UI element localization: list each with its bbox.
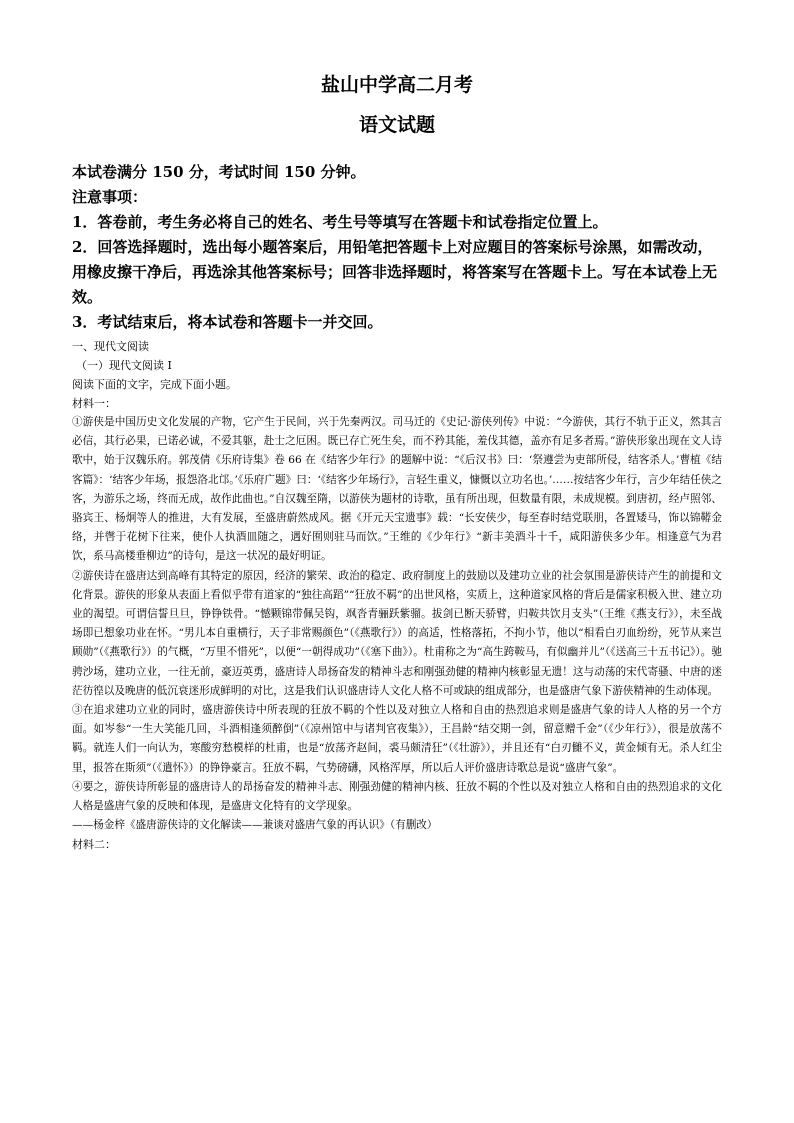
passage-paragraph: ①游侠是中国历史文化发展的产物，它产生于民间，兴于先秦两汉。司马迁的《史记·游侠列传》中说：“今游侠，其行不轨于正义，然其言必信，其行必果，已诺必诚，不爱其躯，赴士之厄困。既已存亡死生矣，而不矜其能，羞伐其德，盖亦有足多者焉。”游侠形象出现在文人诗歌中，始于汉魏乐府。郭茂倩《乐府诗集》卷 66 在《结客少年行》的题解中说：“《后汉书》曰：‘祭遵尝为吏部所侵，结客杀人。’曹植《结客篇》：‘结客少年场，报怨洛北邙。’《乐府广题》曰：‘《结客少年场行》，言轻生重义，慷慨以立功名也。’……按结客少年行，言少年结任侠之客，为游乐之场，终而无成，故作此曲也。”自汉魏至隋，以游侠为题材的诗歌，虽有所出现，但数量有限，未成规模。到唐初，经卢照邻、骆宾王、杨炯等人的推进，大有发展，至盛唐蔚然成风。据《开元天宝遗事》载：“长安侠少，每至春时结党联朋，各置矮马，饰以锦鞯金络，并辔于花树下往来，使仆人执酒皿随之，遇好囿则驻马而饮。”王维的《少年行》“新丰美酒斗十千，咸阳游侠多少年。相逢意气为君饮，系马高楼垂柳边”的诗句，是这一状况的最好明证。	[72, 416, 722, 563]
subject-title: 语文试题	[358, 114, 435, 136]
score-line: 本试卷满分 150 分，考试时间 150 分钟。	[72, 163, 366, 181]
exam-notice	[72, 160, 722, 335]
passage-paragraph: ④要之，游侠诗所彰显的盛唐诗人的昂扬奋发的精神斗志、刚强劲健的精神内核、狂放不羁的个性以及对独立人格和自由的热烈追求的文化人格是盛唐气象的反映和体现，是盛唐文化特有的文学现象。	[72, 780, 722, 813]
passage-paragraph: ②游侠诗在盛唐达到高峰有其特定的原因，经济的繁荣、政治的稳定、政府制度上的鼓励以及建功立业的社会氛围是游侠诗产生的前提和文化背景。游侠的形象从表面上看似乎带有道家的“独往高蹈”“狂放不羁”的出世风格，实质上，这种道家风格的背后是儒家积极入世、建立功业的渴望。可谓信誓旦旦，铮铮铁骨。“憾颗锦带佩吴钩，飒沓青骊跃紫骝。拔剑已断天骄臂，归鞍共饮月支头”（王维《燕支行》），未至战场即已想象功业在怀。“男儿本自重横行，天子非常赐颜色”（《燕歌行》）的高适，性格落拓，不拘小节，他以“相看白刃血纷纷，死节从来岂顾勋”（《燕歌行》）的气概，“万里不惜死”，以便“一朝得成功”（《塞下曲》）。杜甫称之为“高生跨鞍马，有似幽并儿”（《送高三十五书记》）。驰骋沙场，建功立业，一往无前，豪迈英勇，盛唐诗人昂扬奋发的精神斗志和刚强劲健的精神内核彰显无遗！这与动荡的宋代寄骚、中唐的迷茫彷徨以及晚唐的低沉衰迷形成鲜明的对比，这是我们认识盛唐诗人文化人格不可或缺的组成部分，也是盛唐气象下游侠精神的生动体现。	[72, 569, 722, 697]
notice-item: 2．回答选择题时，选出每小题答案后，用铅笔把答题卡上对应题目的答案标号涂黑，如需改动，用橡皮擦干净后，再选涂其他答案标号；回答非选择题时，将答案写在答题卡上。写在本试卷上无效。	[72, 238, 718, 306]
part-heading: 一、现代文阅读	[72, 340, 149, 353]
notice-heading: 注意事项：	[72, 188, 148, 206]
passage-source: ——杨金梓《盛唐游侠诗的文化解读——兼谈对盛唐气象的再认识》（有删改）	[72, 819, 438, 832]
material-label: 材料二：	[72, 838, 116, 852]
instruction: 阅读下面的文字，完成下面小题。	[72, 378, 237, 391]
reading-section	[72, 337, 722, 854]
notice-item: 1．答卷前，考生务必将自己的姓名、考生号等填写在答题卡和试卷指定位置上。	[72, 213, 608, 231]
exam-title: 盐山中学高二月考	[320, 74, 473, 96]
material-label: 材料一：	[72, 397, 116, 410]
sub-heading: （一）现代文阅读 I	[76, 359, 172, 372]
passage-paragraph: ③在追求建功立业的同时，盛唐游侠诗中所表现的狂放不羁的个性以及对独立人格和自由的热烈追求则是盛唐气象的诗人人格的另一个方面。如岑参“一生大笑能几回，斗酒相逢须醉倒”（《凉州馆中与诸判官夜集》），王昌龄“结交期一剑，留意赠千金”（《少年行》），很是放荡不羁。就连人们一向认为，寒酸穷愁模样的杜甫，也是“放荡齐赵间，裘马颇清狂”（《壮游》），并且还有“白刃雠不义，黄金倾有无。杀人红尘里，报答在斯须”（《遣怀》）的铮铮豪言。狂放不羁，气势磅礴，风格浑厚，所以后人评价盛唐诗歌总是说“盛唐气象”。	[72, 704, 722, 774]
notice-item: 3．考试结束后，将本试卷和答题卡一并交回。	[72, 313, 383, 331]
